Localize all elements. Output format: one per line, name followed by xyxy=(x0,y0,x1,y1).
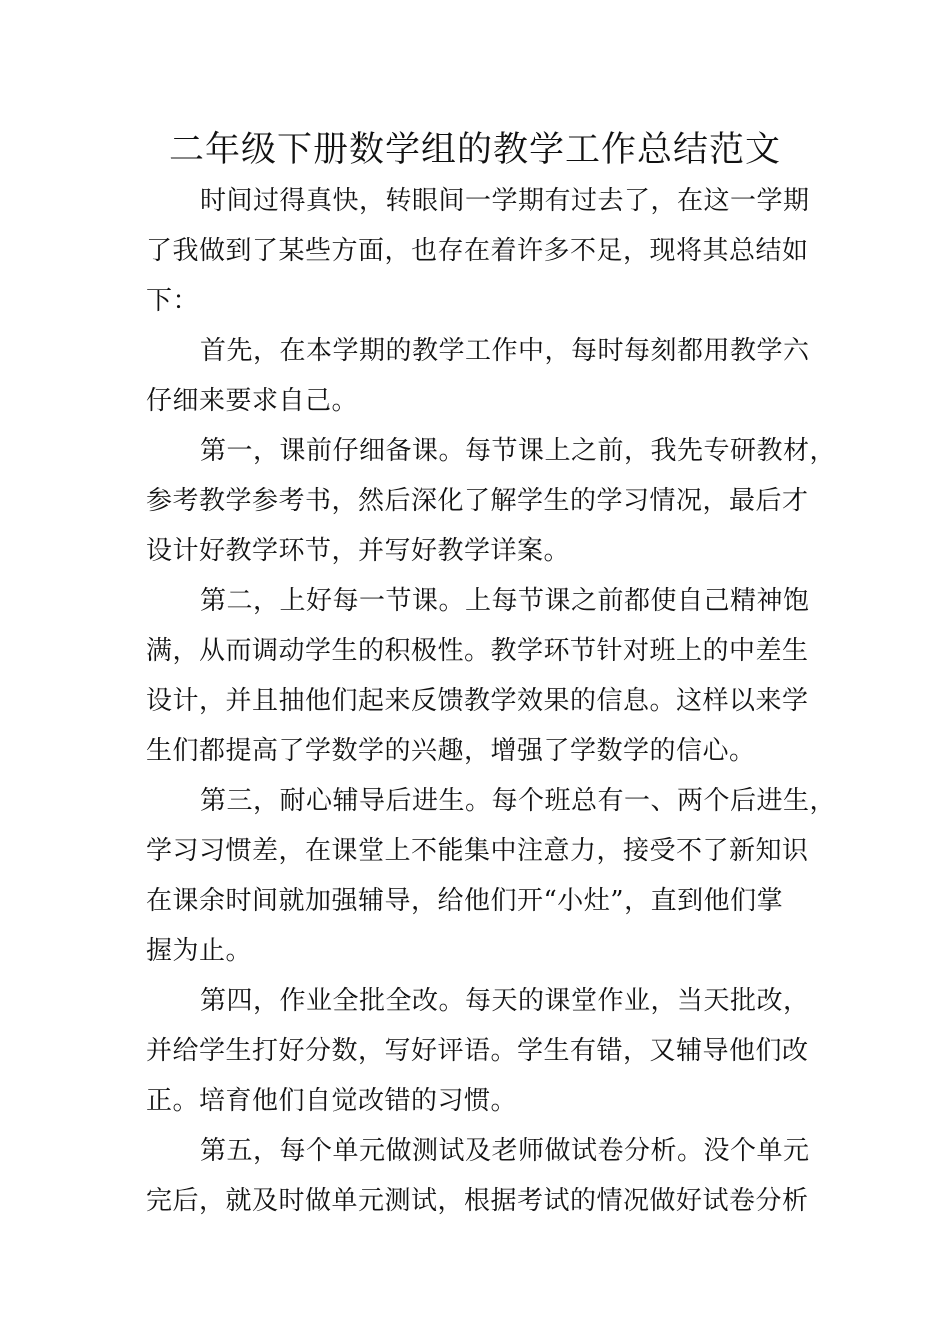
text-line: 生们都提高了学数学的兴趣，增强了学数学的信心。 xyxy=(146,736,756,766)
text-line: 第二，上好每一节课。上每节课之前都使自己精神饱 xyxy=(200,586,810,616)
text-line: 学习习惯差，在课堂上不能集中注意力，接受不了新知识 xyxy=(146,836,809,866)
document-body xyxy=(146,176,837,1226)
text-line: 第一，课前仔细备课。每节课上之前，我先专研教材， xyxy=(200,436,837,466)
document-title: 二年级下册数学组的教学工作总结范文 xyxy=(168,130,781,170)
text-line: 设计好教学环节，并写好教学详案。 xyxy=(146,536,571,566)
text-line: 在课余时间就加强辅导，给他们开“小灶”，直到他们掌 xyxy=(146,886,784,916)
text-line: 首先，在本学期的教学工作中，每时每刻都用教学六 xyxy=(200,336,810,366)
text-line: 仔细来要求自己。 xyxy=(146,386,359,416)
text-line: 满，从而调动学生的积极性。教学环节针对班上的中差生 xyxy=(146,636,809,666)
text-line: 时间过得真快，转眼间一学期有过去了，在这一学期 xyxy=(200,186,810,216)
text-line: 正。培育他们自觉改错的习惯。 xyxy=(146,1086,518,1116)
text-line: 第三，耐心辅导后进生。每个班总有一、两个后进生， xyxy=(200,786,837,816)
text-line: 完后，就及时做单元测试，根据考试的情况做好试卷分析 xyxy=(146,1186,809,1216)
text-line: 第四，作业全批全改。每天的课堂作业，当天批改， xyxy=(200,986,810,1016)
text-line: 参考教学参考书，然后深化了解学生的学习情况，最后才 xyxy=(146,486,809,516)
text-line: 握为止。 xyxy=(146,936,253,966)
text-line: 了我做到了某些方面，也存在着许多不足，现将其总结如 xyxy=(146,236,809,266)
text-line: 下： xyxy=(146,286,200,316)
text-line: 设计，并且抽他们起来反馈教学效果的信息。这样以来学 xyxy=(146,686,809,716)
text-line: 并给学生打好分数，写好评语。学生有错，又辅导他们改 xyxy=(146,1036,809,1066)
text-line: 第五，每个单元做测试及老师做试卷分析。没个单元 xyxy=(200,1136,810,1166)
